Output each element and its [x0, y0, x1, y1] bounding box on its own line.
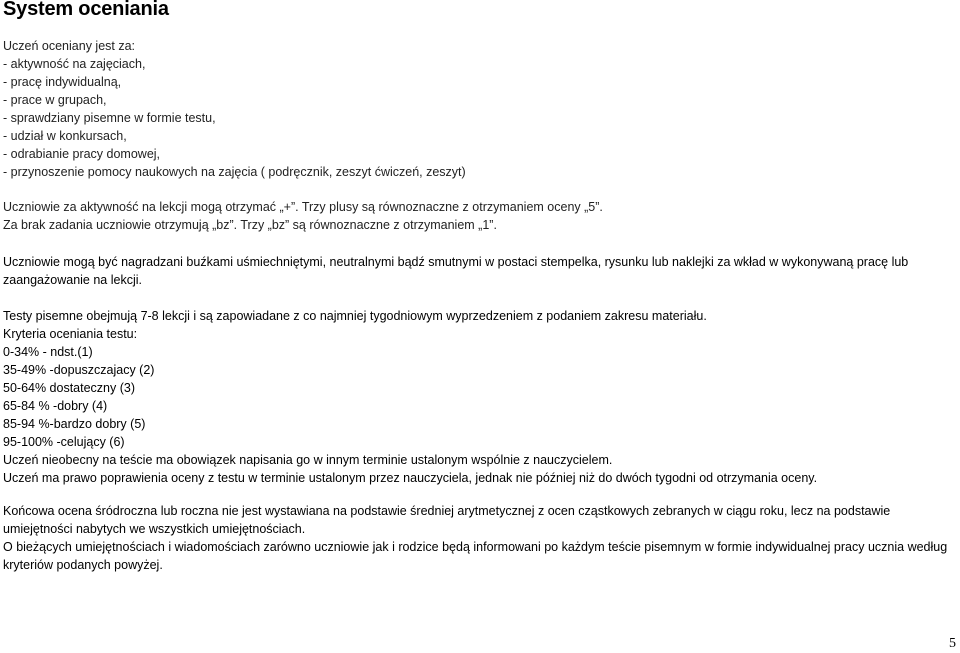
- improve-grade-rule: Uczeń ma prawo poprawienia oceny z testu w terminie ustalonym przez nauczyciela, jednak nie później niż do dwóch tygodni od otrzymania oceny.: [3, 471, 818, 485]
- list-item: - udział w konkursach,: [3, 129, 127, 143]
- criteria-item: 35-49% -dopuszczajacy (2): [3, 363, 155, 377]
- graded-for-section: [3, 37, 955, 181]
- list-item: - prace w grupach,: [3, 93, 107, 107]
- activity-bz-rule: Za brak zadania uczniowie otrzymują „bz”. Trzy „bz” są równoznaczne z otrzymaniem „1”.: [3, 218, 497, 232]
- criteria-item: 50-64% dostateczny (3): [3, 381, 136, 395]
- progress-info-paragraph: O bieżących umiejętnościach i wiadomościach zarówno uczniowie jak i rodzice będą informowani po każdym teście pisemnym w formie indywidualnej pracy ucznia według kryteriów podanych powyżej.: [3, 540, 948, 572]
- graded-for-heading: Uczeń oceniany jest za:: [3, 39, 136, 53]
- final-grade-section: [3, 502, 955, 574]
- activity-section: [3, 198, 955, 234]
- criteria-item: 85-94 %-bardzo dobry (5): [3, 417, 146, 431]
- criteria-item: 0-34% - ndst.(1): [3, 345, 93, 359]
- page-title: System oceniania: [3, 0, 169, 20]
- rewards-section: [3, 253, 955, 289]
- criteria-item: 95-100% -celujący (6): [3, 435, 125, 449]
- criteria-heading: Kryteria oceniania testu:: [3, 327, 138, 341]
- activity-plus-rule: Uczniowie za aktywność na lekcji mogą otrzymać „+”. Trzy plusy są równoznaczne z otrzymaniem oceny „5”.: [3, 200, 603, 214]
- tests-section: [3, 307, 955, 487]
- list-item: - pracę indywidualną,: [3, 75, 122, 89]
- page-number: 5: [949, 636, 956, 651]
- final-grade-paragraph: Końcowa ocena śródroczna lub roczna nie jest wystawiana na podstawie średniej arytmetycznej z ocen cząstkowych zebranych w ciągu roku, lecz na podstawie umiejętności nabytych we wszystkich umiejętnościach.: [3, 504, 891, 536]
- criteria-item: 65-84 % -dobry (4): [3, 399, 108, 413]
- rewards-paragraph: Uczniowie mogą być nagradzani buźkami uśmiechniętymi, neutralnymi bądź smutnymi w postaci stempelka, rysunku lub naklejki za wkład w wykonywaną pracę lub zaangażowanie na lekcji.: [3, 255, 909, 287]
- list-item: - aktywność na zajęciach,: [3, 57, 146, 71]
- list-item: - przynoszenie pomocy naukowych na zajęcia ( podręcznik, zeszyt ćwiczeń, zeszyt): [3, 165, 466, 179]
- list-item: - odrabianie pracy domowej,: [3, 147, 161, 161]
- list-item: - sprawdziany pisemne w formie testu,: [3, 111, 216, 125]
- absent-test-rule: Uczeń nieobecny na teście ma obowiązek napisania go w innym terminie ustalonym wspólnie z nauczycielem.: [3, 453, 613, 467]
- tests-intro: Testy pisemne obejmują 7-8 lekcji i są zapowiadane z co najmniej tygodniowym wyprzedzeniem z podaniem zakresu materiału.: [3, 309, 707, 323]
